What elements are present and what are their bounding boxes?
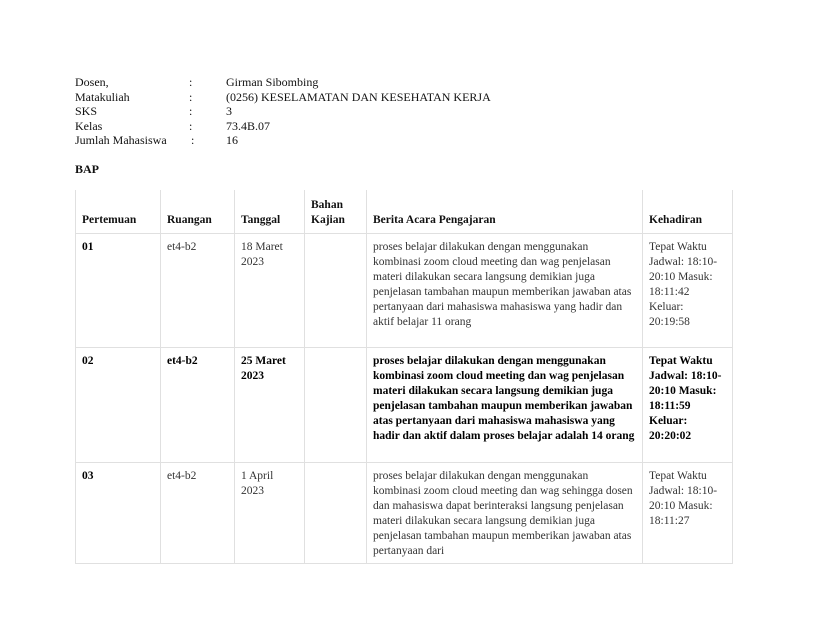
bap-table: [75, 190, 733, 564]
cell-ruangan: et4-b2: [161, 234, 235, 348]
cell-kehadiran: Tepat Waktu Jadwal: 18:10-20:10 Masuk: 18:11:59 Keluar: 20:20:02: [643, 348, 733, 463]
header-tanggal: Tanggal: [235, 190, 305, 234]
info-colon: :: [189, 104, 193, 118]
info-colon: :: [189, 75, 193, 89]
table-row: [76, 463, 733, 564]
cell-tanggal: 25 Maret 2023: [235, 348, 305, 463]
cell-ruangan: et4-b2: [161, 463, 235, 564]
cell-kehadiran: Tepat Waktu Jadwal: 18:10-20:10 Masuk: 18:11:42 Keluar: 20:19:58: [643, 234, 733, 348]
cell-pertemuan: 02: [76, 348, 161, 463]
info-label: Kelas: [75, 118, 103, 133]
cell-pertemuan: 01: [76, 234, 161, 348]
info-colon: :: [189, 118, 193, 133]
info-label: Dosen,: [75, 75, 109, 89]
info-label: SKS: [75, 104, 98, 118]
header-berita-acara: Berita Acara Pengajaran: [367, 190, 643, 234]
header-pertemuan: Pertemuan: [76, 190, 161, 234]
header-kehadiran: Kehadiran: [643, 190, 733, 234]
cell-bahan-kajian: [305, 234, 367, 348]
info-colon: :: [191, 133, 195, 147]
info-colon: :: [189, 89, 193, 104]
info-row-matakuliah: [75, 90, 535, 105]
info-row-sks: [75, 104, 535, 119]
info-row-kelas: [75, 119, 535, 134]
cell-tanggal: 1 April 2023: [235, 463, 305, 564]
header-ruangan: Ruangan: [161, 190, 235, 234]
table-header-row: [76, 190, 733, 234]
cell-tanggal: 18 Maret 2023: [235, 234, 305, 348]
info-row-dosen: [75, 75, 535, 90]
cell-berita-acara: proses belajar dilakukan dengan menggunakan kombinasi zoom cloud meeting dan wag penjelasan materi dilakukan secara langsung demikian juga penjelasan tambahan maupun memberikan jawaban atas pertanyaan dari mahasiswa mahasiswa yang hadir dan aktif belajar 11 orang: [367, 234, 643, 348]
cell-bahan-kajian: [305, 463, 367, 564]
table-row: [76, 234, 733, 348]
info-value: Girman Sibombing: [226, 75, 319, 89]
info-row-jumlah-mahasiswa: [75, 133, 535, 148]
info-value: 16: [226, 133, 238, 147]
info-label: Matakuliah: [75, 89, 130, 104]
cell-pertemuan: 03: [76, 463, 161, 564]
cell-bahan-kajian: [305, 348, 367, 463]
info-value: 3: [226, 104, 232, 118]
cell-ruangan: et4-b2: [161, 348, 235, 463]
cell-berita-acara: proses belajar dilakukan dengan menggunakan kombinasi zoom cloud meeting dan wag sehingga dosen dan mahasiswa dapat berinteraksi langsung penjelasan materi dilakukan secara langsung demikian juga penjelasan tambahan maupun memberikan jawaban atas pertanyaan dari: [367, 463, 643, 564]
section-title: BAP: [75, 162, 99, 176]
info-label: Jumlah Mahasiswa: [75, 133, 167, 147]
cell-kehadiran: Tepat Waktu Jadwal: 18:10-20:10 Masuk: 18:11:27: [643, 463, 733, 564]
cell-berita-acara: proses belajar dilakukan dengan menggunakan kombinasi zoom cloud meeting dan wag penjelasan materi dilakukan secara langsung demikian juga penjelasan tambahan maupun memberikan jawaban atas pertanyaan dari mahasiswa mahasiswa yang hadir dan aktif dalam proses belajar adalah 14 orang: [367, 348, 643, 463]
info-value: 73.4B.07: [226, 118, 271, 133]
course-info: [75, 75, 535, 148]
table-row: [76, 348, 733, 463]
info-value: (0256) KESELAMATAN DAN KESEHATAN KERJA: [226, 89, 491, 104]
header-bahan-kajian: Bahan Kajian: [305, 190, 367, 234]
